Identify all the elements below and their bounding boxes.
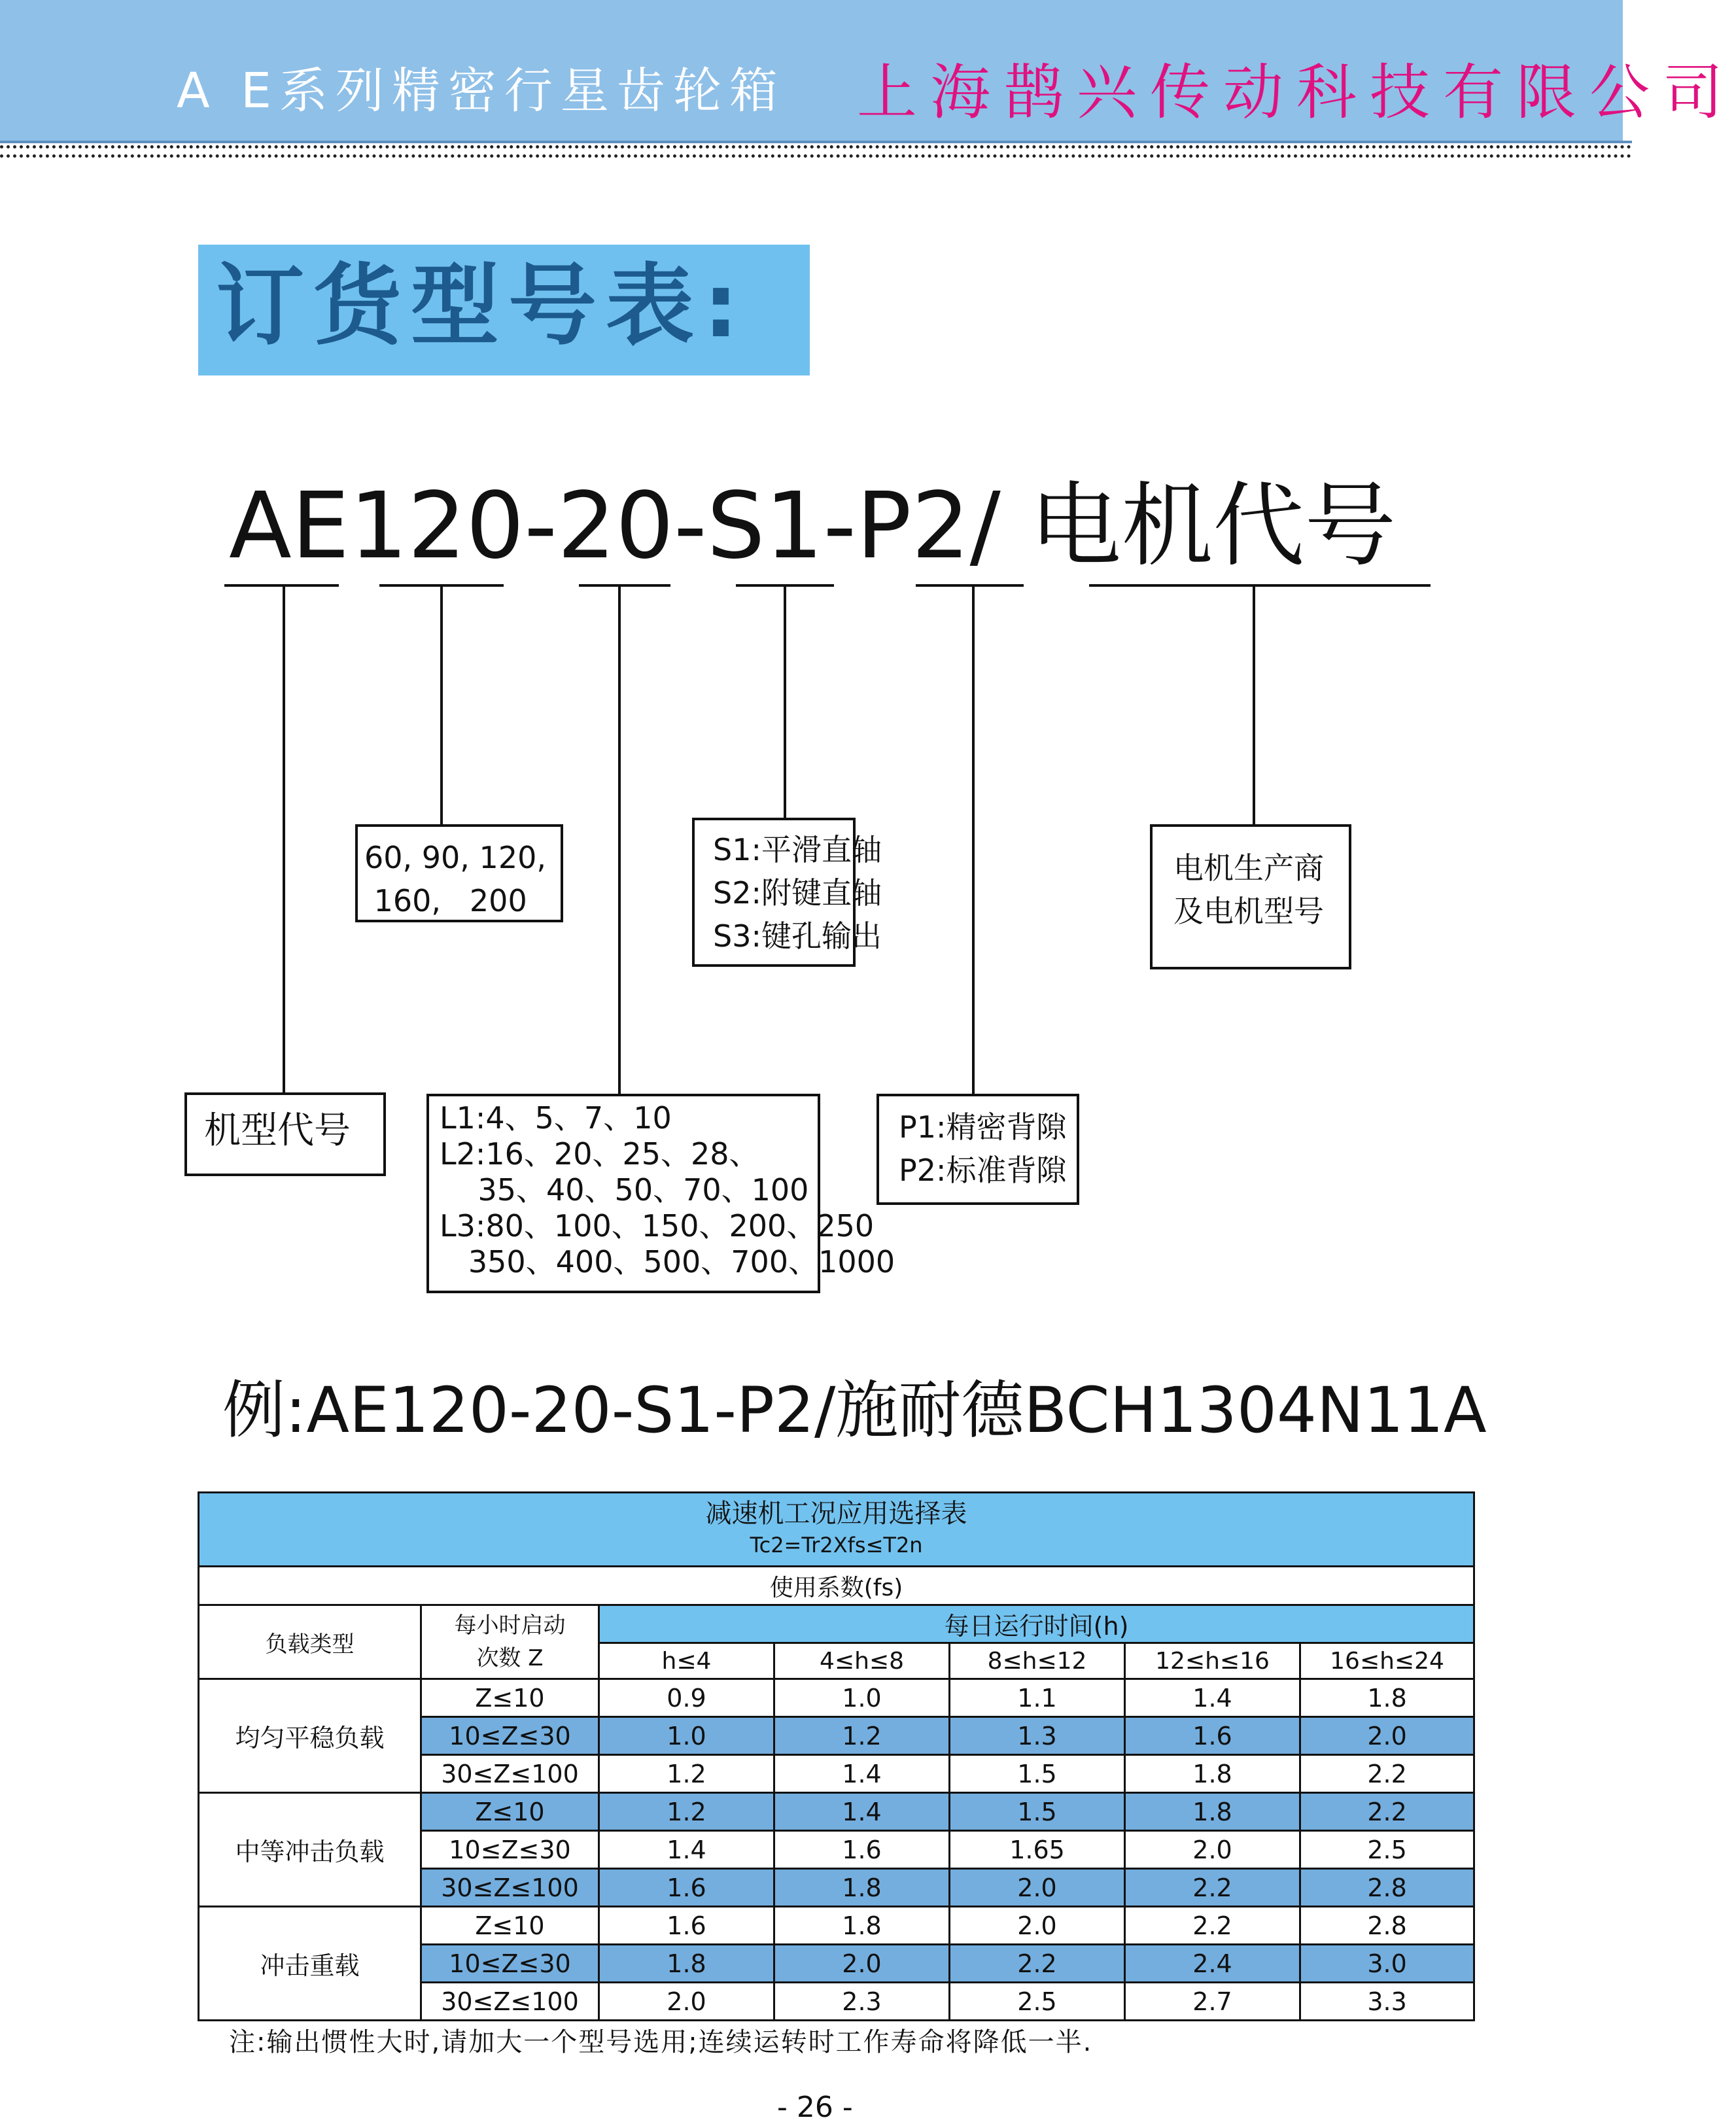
ratio-line: 350、400、500、700、1000 [440,1244,895,1280]
fs-value: 1.6 [599,1907,774,1945]
fs-value: 1.4 [774,1755,950,1793]
start-count-cell: Z≤10 [421,1793,599,1831]
connector-backlash [972,585,975,1097]
start-count-cell: 10≤Z≤30 [421,1945,599,1983]
fs-value: 2.2 [1300,1793,1474,1831]
table-caption [199,1493,1474,1567]
frame-size-box [355,824,563,922]
load-type-header: 负载类型 [199,1605,421,1679]
fs-value: 1.0 [774,1679,950,1717]
fs-value: 1.0 [599,1717,774,1755]
load-type-cell: 均匀平稳负载 [199,1679,421,1793]
start-count-cell: 10≤Z≤30 [421,1717,599,1755]
start-count-cell: 30≤Z≤100 [421,1755,599,1793]
frame-code-label: 机型代号 [204,1109,351,1152]
motor-box [1150,824,1351,969]
fs-value: 2.8 [1300,1869,1474,1907]
underline-frame-code [224,584,339,587]
fs-value: 1.2 [599,1793,774,1831]
fs-value: 2.3 [774,1983,950,2021]
shaft-option: S2:附键直轴 [713,875,882,911]
underline-ratio [579,584,670,587]
connector-frame-size [440,585,443,824]
fs-value: 2.4 [1125,1945,1300,1983]
connector-frame-code [283,585,285,1092]
start-count-cell: Z≤10 [421,1907,599,1945]
fs-value: 1.8 [1300,1679,1474,1717]
hour-range-header: h≤4 [599,1643,774,1679]
section-title: 订货型号表: [216,254,748,357]
table-row [199,1679,1474,1717]
frame-size-line: 160, 200 [364,883,527,918]
footnote: 注:输出惯性大时,请加大一个型号选用;连续运转时工作寿命将降低一半. [229,2027,1093,2057]
model-code: AE120-20-S1-P2/ 电机代号 [229,473,1397,580]
fs-value: 1.2 [599,1755,774,1793]
backlash-option: P1:精密背隙 [899,1109,1067,1145]
connector-ratio [618,585,621,1094]
shaft-box [692,818,882,967]
table-row [199,1793,1474,1831]
fs-value: 1.8 [774,1869,950,1907]
fs-value: 0.9 [599,1679,774,1717]
fs-value: 2.7 [1125,1983,1300,2021]
fs-value: 2.2 [1300,1755,1474,1793]
backlash-box [877,1094,1079,1205]
fs-value: 2.0 [1125,1831,1300,1869]
fs-value: 2.0 [950,1907,1125,1945]
hour-range-header: 8≤h≤12 [950,1643,1125,1679]
start-count-cell: 30≤Z≤100 [421,1869,599,1907]
fs-label: 使用系数(fs) [199,1567,1474,1605]
frame-size-line: 60, 90, 120, [364,840,546,875]
start-count-cell: 30≤Z≤100 [421,1983,599,2021]
selection-table-wrapper [198,1491,1473,2021]
starts-header [421,1605,599,1679]
fs-value: 1.1 [950,1679,1125,1717]
dotted-divider [0,154,1632,158]
hour-range-header: 4≤h≤8 [774,1643,950,1679]
connector-motor [1253,585,1255,824]
fs-value: 2.2 [1125,1869,1300,1907]
fs-value: 2.8 [1300,1907,1474,1945]
fs-value: 3.0 [1300,1945,1474,1983]
fs-value: 2.5 [950,1983,1125,2021]
fs-value: 2.0 [599,1983,774,2021]
underline-backlash [916,584,1024,587]
dotted-divider [0,145,1632,148]
ratio-line: L3:80、100、150、200、250 [440,1208,875,1244]
ratio-line: L1:4、5、7、10 [440,1100,672,1136]
fs-value: 1.6 [1125,1717,1300,1755]
table-formula: Tc2=Tr2Xfs≤T2n [750,1533,923,1558]
fs-value: 2.2 [950,1945,1125,1983]
fs-value: 3.3 [1300,1983,1474,2021]
fs-value: 1.4 [599,1831,774,1869]
hour-range-header: 16≤h≤24 [1300,1643,1474,1679]
fs-value: 1.65 [950,1831,1125,1869]
fs-value: 2.0 [1300,1717,1474,1755]
shaft-option: S1:平滑直轴 [713,832,882,867]
fs-value: 1.6 [774,1831,950,1869]
example-model: 例:AE120-20-S1-P2/施耐德BCH1304N11A [222,1374,1487,1447]
ratio-line: 35、40、50、70、100 [440,1172,809,1208]
fs-value: 1.4 [1125,1679,1300,1717]
ratio-box [426,1094,895,1293]
hour-range-header: 12≤h≤16 [1125,1643,1300,1679]
motor-line: 电机生产商 [1173,850,1324,886]
backlash-option: P2:标准背隙 [899,1153,1067,1188]
fs-value: 1.8 [599,1945,774,1983]
fs-value: 1.8 [1125,1755,1300,1793]
connector-shaft [784,585,786,818]
motor-line: 及电机型号 [1173,894,1324,929]
load-type-cell: 中等冲击负载 [199,1793,421,1907]
load-type-cell: 冲击重载 [199,1907,421,2021]
starts-header-line: 每小时启动 [454,1612,566,1639]
table-title: 减速机工况应用选择表 [705,1499,967,1529]
ratio-line: L2:16、20、25、28、 [440,1136,759,1172]
fs-value: 1.8 [774,1907,950,1945]
fs-value: 1.6 [599,1869,774,1907]
fs-value: 1.3 [950,1717,1125,1755]
fs-value: 1.4 [774,1793,950,1831]
underline-motor [1089,584,1431,587]
fs-value: 1.5 [950,1755,1125,1793]
selection-table [198,1491,1475,2021]
company-name: 上海鹊兴传动科技有限公司 [857,58,1736,128]
fs-value: 1.2 [774,1717,950,1755]
page-number: - 26 - [777,2091,853,2124]
hours-header: 每日运行时间(h) [599,1605,1474,1643]
fs-value: 2.0 [950,1869,1125,1907]
fs-value: 1.8 [1125,1793,1300,1831]
start-count-cell: 10≤Z≤30 [421,1831,599,1869]
fs-value: 2.2 [1125,1907,1300,1945]
fs-value: 2.5 [1300,1831,1474,1869]
series-title: A E系列精密行星齿轮箱 [177,63,786,119]
fs-value: 1.5 [950,1793,1125,1831]
starts-header-line: 次数 Z [476,1645,544,1671]
shaft-option: S3:键孔输出 [713,918,882,954]
start-count-cell: Z≤10 [421,1679,599,1717]
frame-code-box [184,1092,386,1176]
table-row [199,1907,1474,1945]
fs-value: 2.0 [774,1945,950,1983]
